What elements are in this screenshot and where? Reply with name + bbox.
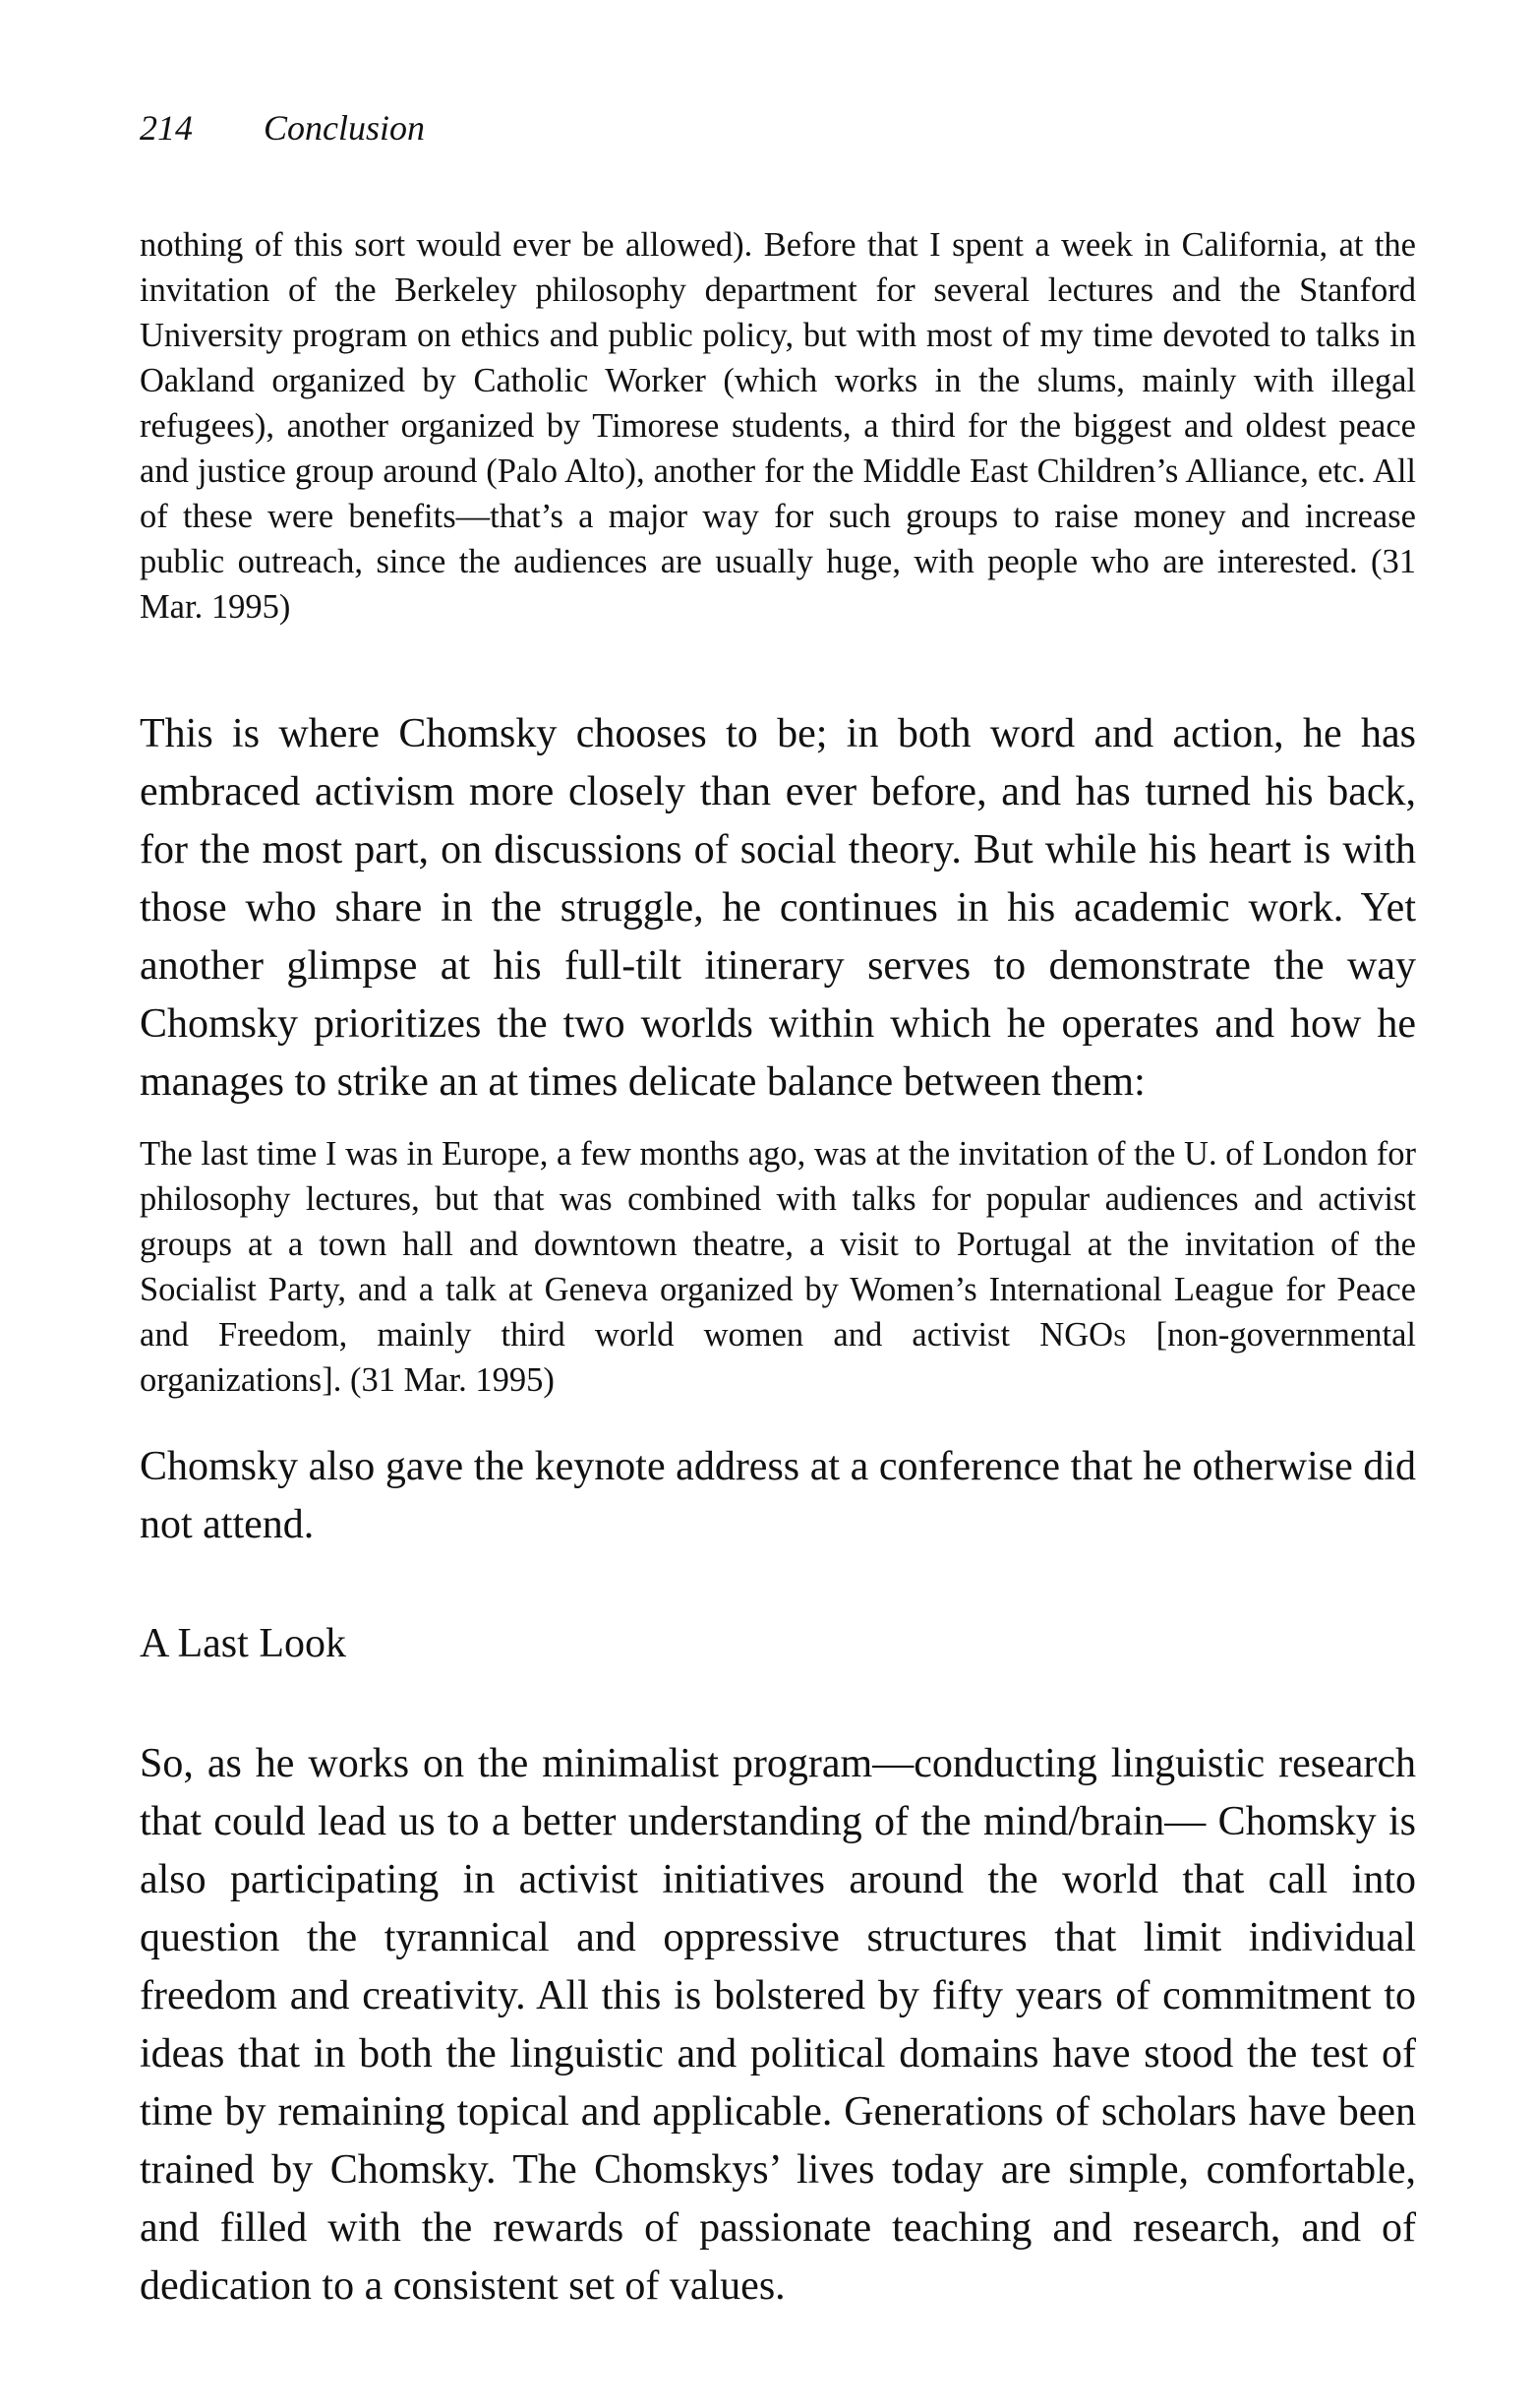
chapter-title: Conclusion bbox=[264, 108, 426, 148]
page-number: 214 bbox=[140, 108, 193, 148]
section-heading: A Last Look bbox=[140, 1621, 346, 1666]
body-paragraph-last-look: So, as he works on the minimalist program—conducting linguistic research that could lead us to a better understanding of the mind/brain— Chomsky is also participating in activist initiatives around the world that call into question the tyrannical and oppressive structures that limit individual freedom and creativity. All this is bolstered by fifty years of commitment to ideas that in both the linguistic and political domains have stood the test of time by remaining topical and applicable. Generations of scholars have been trained by Chomsky. The Chomskys’ lives today are simple, comfortable, and filled with the rewards of passionate teaching and research, and of dedication to a consistent set of values. bbox=[140, 1741, 1416, 2309]
body-paragraph-activism: This is where Chomsky chooses to be; in both word and action, he has embraced activism more closely than ever before, and has turned his back, for the most part, on discussions of social theory. But while his heart is with those who share in the struggle, he continues in his academic work. Yet another glimpse at his full-tilt itinerary serves to demonstrate the way Chomsky prioritizes the two worlds within which he operates and how he manages to strike an at times delicate balance between them: bbox=[140, 711, 1416, 1105]
block-quote-europe bbox=[140, 1131, 1416, 1403]
block-quote-california: nothing of this sort would ever be allowed). Before that I spent a week in California, at the invitation of the Berkeley philosophy department for several lectures and the Stanford University program on ethics and public policy, but with most of my time devoted to talks in Oakland organized by Catholic Worker (which works in the slums, mainly with illegal refugees), another organized by Timorese students, a third for the biggest and oldest peace and justice group around (Palo Alto), another for the Middle East Children’s Alliance, etc. All of these were benefits—that’s a major way for such groups to raise money and increase public outreach, since the audiences are usually huge, with people who are interested. (31 Mar. 1995) bbox=[140, 226, 1416, 626]
quote-text-before: The last time I was in Europe, a few months ago, was at the invitation of the U. of London for philosophy lectures, but that was combined with talks for popular audiences and activist groups at a town hall and downtown theatre, a visit to Portugal at the invitation of the Socialist Party, and a talk at Geneva organized by Women’s International League for Peace and Freedom, mainly third world women and activist bbox=[140, 1135, 1416, 1354]
body-paragraph-keynote: Chomsky also gave the keynote address at a conference that he otherwise did not attend. bbox=[140, 1444, 1416, 1547]
quote-text-after: [non-governmental organizations]. (31 Mar. 1995) bbox=[140, 1316, 1416, 1399]
running-head bbox=[140, 106, 425, 150]
acronym-ngos: NGOs bbox=[1039, 1316, 1127, 1354]
